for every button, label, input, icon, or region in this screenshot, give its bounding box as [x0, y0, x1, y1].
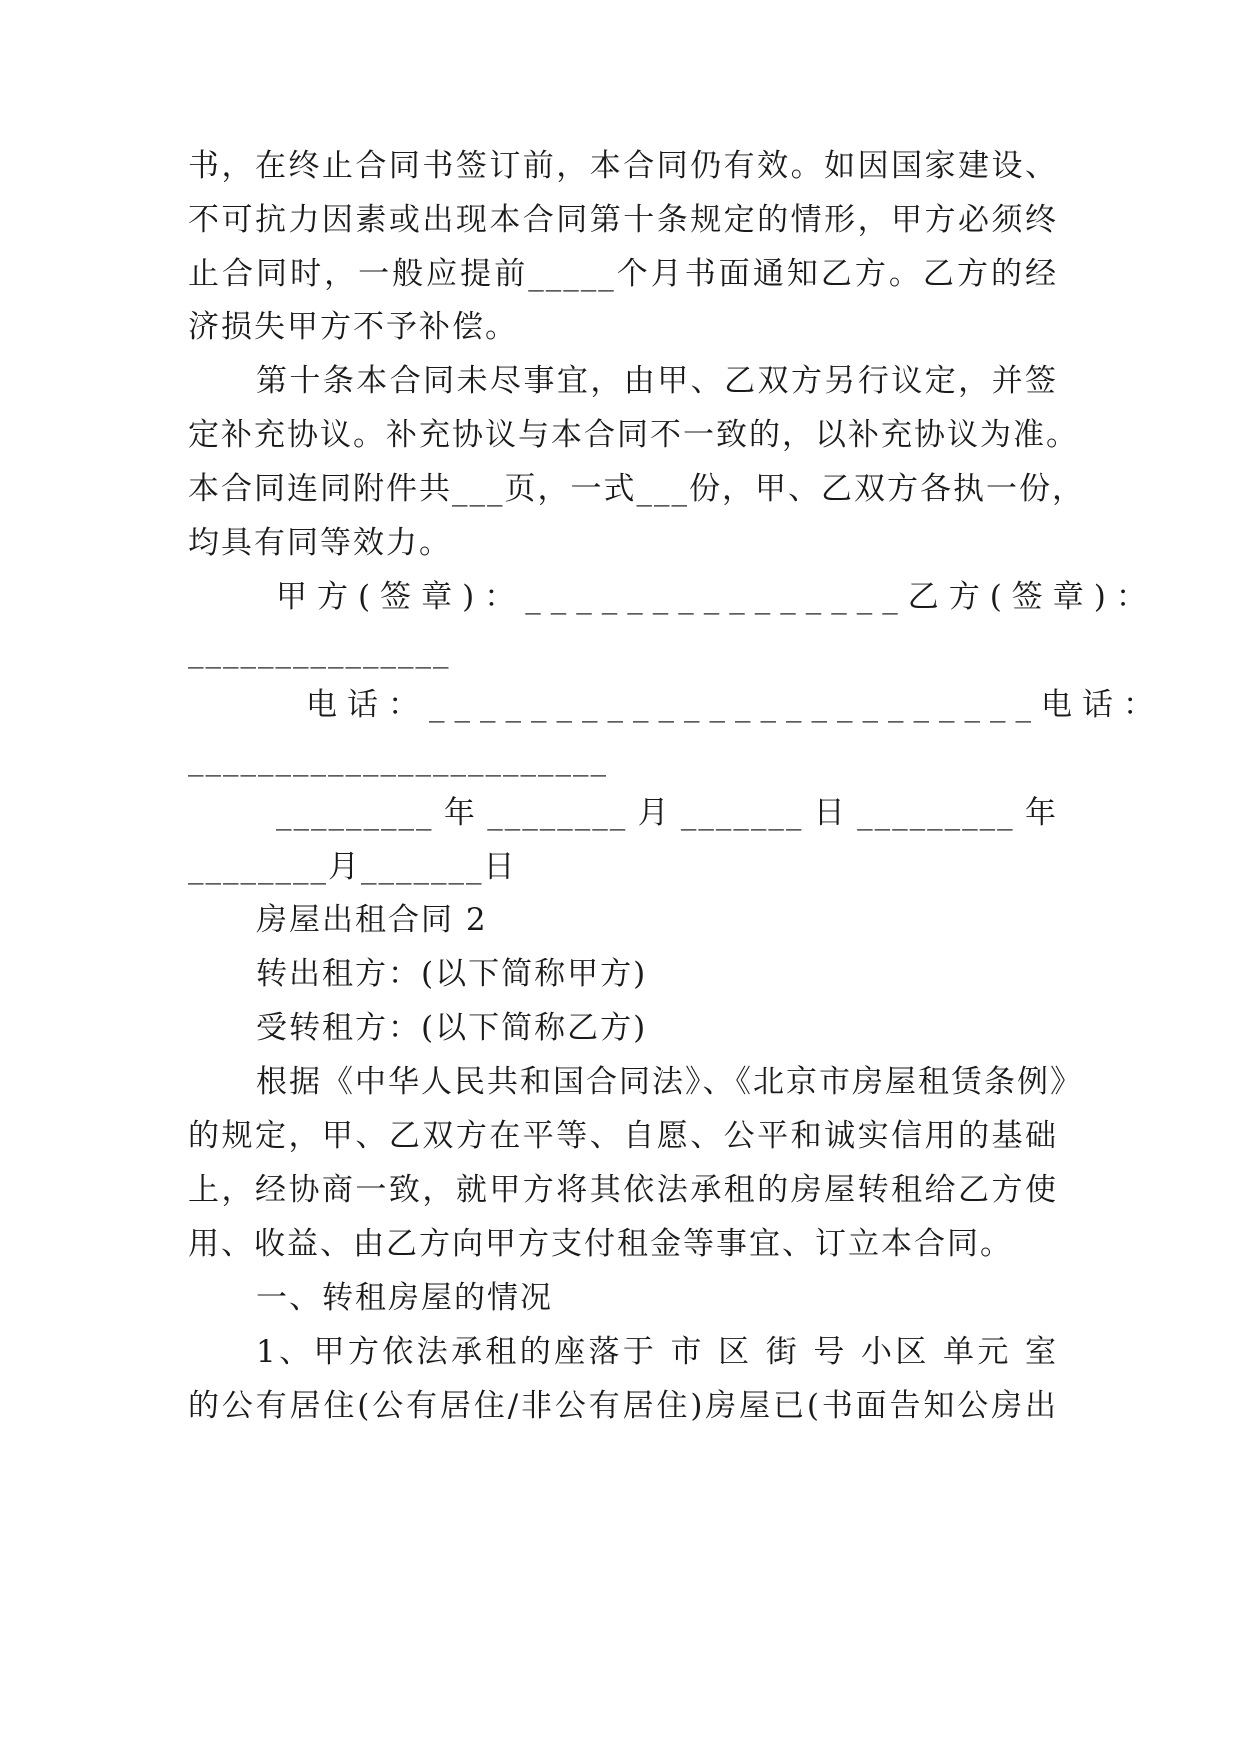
text-line: 书，在终止合同书签订前，本合同仍有效。如因国家建设、 — [188, 148, 1058, 184]
text-line: 用、收益、由乙方向甲方支付租金等事宜、订立本合同。 — [188, 1226, 1013, 1262]
phone-underline: ________________________ — [188, 741, 608, 777]
text-line: 第十条本合同未尽事宜，由甲、乙双方另行议定，并签 — [256, 363, 1058, 399]
text-line: 的规定，甲、乙双方在平等、自愿、公平和诚实信用的基础 — [188, 1118, 1058, 1154]
text-line: 定补充协议。补充协议与本合同不一致的，以补充协议为准。 — [188, 417, 1079, 453]
signature-underline: _______________ — [188, 633, 451, 669]
text-line: 根据《中华人民共和国合同法》、《北京市房屋租赁条例》 — [256, 1064, 1083, 1100]
text-line: 济损失甲方不予补偿。 — [188, 309, 518, 345]
section-heading: 一、转租房屋的情况 — [256, 1280, 553, 1316]
text-line: 的公有居住(公有居住/非公有居住)房屋已(书面告知公房出 — [188, 1388, 1058, 1424]
text-line: 不可抗力因素或出现本合同第十条规定的情形，甲方必须终 — [188, 202, 1058, 238]
section-title: 房屋出租合同 2 — [256, 902, 488, 938]
party-a-line: 转出租方：(以下简称甲方) — [256, 956, 648, 992]
text-line: 止合同时，一般应提前_____个月书面通知乙方。乙方的经 — [188, 256, 1058, 292]
text-line: 上，经协商一致，就甲方将其依法承租的房屋转租给乙方使 — [188, 1172, 1058, 1208]
date-line: _________年________月_______日_________年 — [276, 795, 1058, 831]
text-line: 本合同连同附件共___页，一式___份，甲、乙双方各执一份， — [188, 471, 1085, 507]
text-line: 1、甲方依法承租的座落于 市 区 街 号 小区 单元 室 — [256, 1334, 1058, 1370]
party-b-line: 受转租方：(以下简称乙方) — [256, 1010, 648, 1046]
text-line: 均具有同等效力。 — [188, 525, 452, 561]
signature-line-party-a: 甲方(签章)：_______________乙方(签章)： — [276, 579, 1157, 615]
phone-line: 电话：________________________电话： — [306, 687, 1164, 723]
date-line-continued: ________月_______日 — [188, 849, 517, 885]
